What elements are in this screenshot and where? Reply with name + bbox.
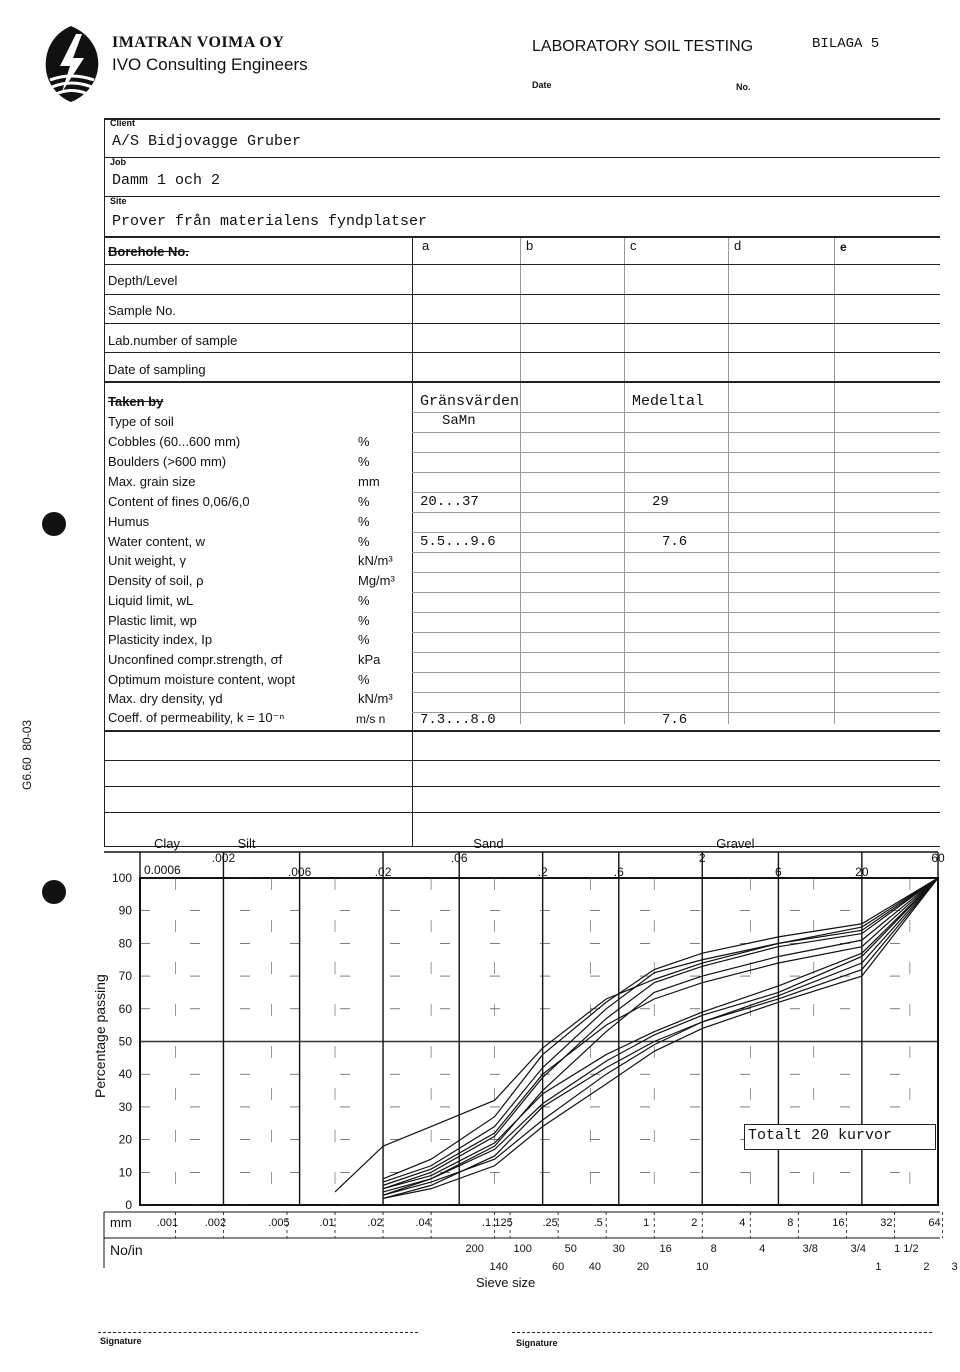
prop-unit: Mg/m³ <box>358 573 395 588</box>
prop-unit: % <box>358 672 370 687</box>
client-label: Client <box>110 118 136 128</box>
taken-by-label: Taken by <box>108 394 164 409</box>
column-b: b <box>526 238 534 253</box>
sieve-number: 8 <box>710 1243 717 1255</box>
company-division: IVO Consulting Engineers <box>112 55 308 74</box>
sieve-number: 100 <box>513 1243 532 1255</box>
sieve-number: 3 <box>951 1261 958 1273</box>
signature-label: Signature <box>100 1336 142 1346</box>
mm-tick-label: 1 <box>643 1217 650 1229</box>
signature-label: Signature <box>516 1338 558 1348</box>
y-tick-label: 100 <box>111 871 132 885</box>
site-value: Prover från materialens fyndplatser <box>112 213 428 230</box>
fraction-sub-tick: 20 <box>855 865 869 879</box>
fraction-name: Silt <box>237 836 256 851</box>
prop-unit: kPa <box>358 652 381 667</box>
prop-value-a: 5.5...9.6 <box>420 534 496 550</box>
company-name: IMATRAN VOIMA OY <box>112 34 285 51</box>
prop-unit: mm <box>358 474 380 489</box>
appendix-label: BILAGA 5 <box>812 36 880 52</box>
client-value: A/S Bidjovagge Gruber <box>112 133 302 150</box>
y-tick-label: 70 <box>118 969 132 984</box>
mm-tick-label: .02 <box>367 1217 383 1229</box>
job-label: Job <box>110 157 127 167</box>
mm-tick-label: 64 <box>928 1217 941 1229</box>
grading-curve <box>383 878 938 1198</box>
sieve-number: 4 <box>759 1243 766 1255</box>
y-tick-label: 10 <box>118 1165 132 1180</box>
fraction-boundary-label: 60 <box>931 851 945 865</box>
total-curves-text: Totalt 20 kurvor <box>748 1127 893 1144</box>
sieve-number: 140 <box>489 1261 508 1273</box>
sieve-number: 1 1/2 <box>894 1243 919 1255</box>
prop-label: Liquid limit, wL <box>108 593 194 608</box>
mm-tick-label: .1 <box>482 1217 492 1229</box>
prop-label: Water content, w <box>108 534 206 549</box>
mm-tick-label: .005 <box>268 1217 290 1229</box>
limits-header: Gränsvärden <box>420 393 520 410</box>
fraction-name: Gravel <box>716 836 755 851</box>
fraction-sub-tick: .02 <box>374 865 392 879</box>
prop-value-a: 7.3...8.0 <box>420 712 496 728</box>
prop-label: Max. dry density, γd <box>108 691 223 706</box>
prop-label: Unconfined compr.strength, σf <box>108 652 283 667</box>
prop-value-a: 20...37 <box>420 494 479 510</box>
mm-tick-label: 2 <box>691 1217 698 1229</box>
mm-tick-label: .25 <box>542 1217 558 1229</box>
sieve-number: 3/8 <box>802 1243 818 1255</box>
lab-number-label: Lab.number of sample <box>108 333 238 348</box>
fraction-boundary-label: .002 <box>211 851 236 865</box>
y-tick-label: 30 <box>118 1099 132 1114</box>
mm-tick-label: 16 <box>832 1217 845 1229</box>
mm-tick-label: .125 <box>491 1217 513 1229</box>
prop-label: Optimum moisture content, wopt <box>108 672 296 687</box>
prop-label: Content of fines 0,06/6,0 <box>108 494 250 509</box>
sieve-number: 50 <box>564 1243 577 1255</box>
y-axis-title: Percentage passing <box>92 974 108 1098</box>
prop-value-c: 7.6 <box>662 712 688 728</box>
prop-unit: % <box>358 434 370 449</box>
y-tick-label: 20 <box>118 1132 132 1147</box>
date-label: Date <box>532 80 552 90</box>
form-title: LABORATORY SOIL TESTING <box>532 38 754 55</box>
prop-unit: % <box>358 632 370 647</box>
fraction-boundary-label: 0.0006 <box>144 863 181 877</box>
sieve-number: 30 <box>612 1243 625 1255</box>
mm-tick-label: 4 <box>739 1217 746 1229</box>
prop-label: Plasticity index, Ip <box>108 632 213 647</box>
job-value: Damm 1 och 2 <box>112 172 221 189</box>
mm-tick-label: .04 <box>415 1217 431 1229</box>
y-tick-label: 40 <box>118 1067 132 1082</box>
prop-unit: % <box>358 593 370 608</box>
fraction-sub-tick: .6 <box>613 865 624 879</box>
date-of-sampling-label: Date of sampling <box>108 362 206 377</box>
sieve-number: 200 <box>465 1243 484 1255</box>
prop-label: Max. grain size <box>108 474 196 489</box>
site-label: Site <box>110 196 127 206</box>
prop-value-c: 29 <box>652 494 669 510</box>
y-tick-label: 90 <box>118 903 132 918</box>
prop-unit: % <box>358 613 370 628</box>
prop-label: Cobbles (60...600 mm) <box>108 434 241 449</box>
y-tick-label: 60 <box>118 1001 132 1016</box>
depth-label: Depth/Level <box>108 273 178 288</box>
prop-label: Coeff. of permeability, k = 10⁻ⁿ <box>108 710 285 725</box>
mm-tick-label: .001 <box>156 1217 179 1229</box>
mean-header: Medeltal <box>632 393 705 410</box>
prop-unit: kN/m³ <box>358 553 393 568</box>
prop-label: Density of soil, ρ <box>108 573 204 588</box>
mm-tick-label: .5 <box>593 1217 603 1229</box>
prop-unit: kN/m³ <box>358 691 393 706</box>
column-c: c <box>630 238 637 253</box>
fraction-sub-tick: .2 <box>537 865 548 879</box>
sieve-number: 3/4 <box>850 1243 866 1255</box>
prop-label: Type of soil <box>108 414 174 429</box>
prop-unit: % <box>358 534 370 549</box>
prop-label: Humus <box>108 514 150 529</box>
mm-axis-label: mm <box>110 1215 132 1230</box>
sieve-axis-label: No/in <box>110 1242 143 1258</box>
y-tick-label: 80 <box>118 936 132 951</box>
column-e: e <box>840 240 847 254</box>
sieve-number: 40 <box>588 1261 602 1273</box>
sieve-number: 20 <box>636 1261 650 1273</box>
prop-unit: % <box>358 514 370 529</box>
column-d: d <box>734 238 742 253</box>
y-tick-label: 50 <box>118 1034 132 1049</box>
prop-value-a: SaMn <box>442 413 476 429</box>
sieve-number: 16 <box>659 1243 672 1255</box>
number-label: No. <box>736 82 751 92</box>
sieve-number: 2 <box>923 1261 930 1273</box>
prop-unit: % <box>358 494 370 509</box>
fraction-name: Sand <box>473 836 504 851</box>
sieve-number: 10 <box>696 1261 709 1273</box>
mm-tick-label: .002 <box>204 1217 227 1229</box>
fraction-boundary-label: .06 <box>450 851 468 865</box>
prop-unit: % <box>358 454 370 469</box>
y-tick-label: 0 <box>125 1198 132 1212</box>
mm-tick-label: 32 <box>880 1217 893 1229</box>
side-form-code: G6.60 80-03 <box>20 719 34 790</box>
fraction-sub-tick: .006 <box>287 865 312 879</box>
prop-label: Unit weight, γ <box>108 553 187 568</box>
borehole-label: Borehole No. <box>108 244 189 259</box>
sieve-number: 1 <box>875 1261 882 1273</box>
prop-label: Plastic limit, wp <box>108 613 197 628</box>
mm-tick-label: .01 <box>319 1217 335 1229</box>
fraction-boundary-label: 2 <box>698 851 706 865</box>
mm-tick-label: 8 <box>787 1217 794 1229</box>
prop-value-c: 7.6 <box>662 534 688 550</box>
sample-no-label: Sample No. <box>108 303 176 318</box>
fraction-name: Clay <box>154 836 181 851</box>
prop-unit: m/s n <box>356 712 386 726</box>
sieve-number: 60 <box>551 1261 565 1273</box>
sieve-size-label: Sieve size <box>476 1275 536 1290</box>
grading-curve <box>383 878 938 1198</box>
column-a: a <box>422 238 430 253</box>
fraction-sub-tick: 6 <box>775 865 782 879</box>
prop-label: Boulders (>600 mm) <box>108 454 227 469</box>
